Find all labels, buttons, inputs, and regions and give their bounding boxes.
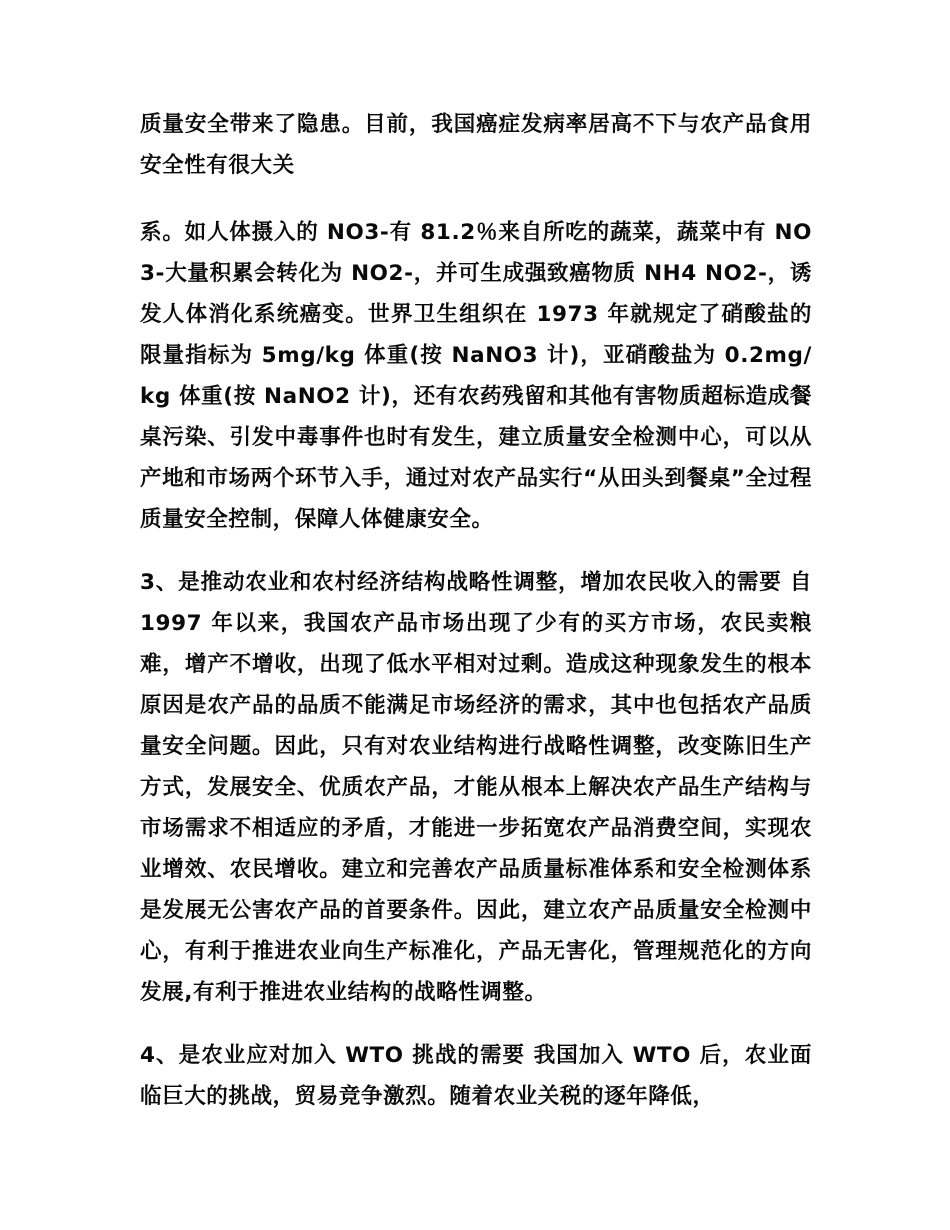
paragraph-item-3: 3、是推动农业和农村经济结构战略性调整，增加农民收入的需要 自 1997 年以来，我国农产品市场出现了少有的买方市场，农民卖粮难，增产不增收，出现了低水平相对过剩。造成这种现象发生的根本原因是农产品的品质不能满足市场经济的需求，其中也包括农产品质量安全问题。因此，只有对农业结构进行战略性调整，改变陈旧生产方式，发展安全、优质农产品，才能从根本上解决农产品生产结构与市场需求不相适应的矛盾，才能进一步拓宽农产品消费空间，实现农业增效、农民增收。建立和完善农产品质量标准体系和安全检测体系是发展无公害农产品的首要条件。因此，建立农产品质量安全检测中心，有利于推进农业向生产标准化，产品无害化，管理规范化的方向发展,有利于推进农业结构的战略性调整。: [140, 570, 812, 1005]
document-body: [140, 104, 812, 1117]
paragraph-item-4: 4、是农业应对加入 WTO 挑战的需要 我国加入 WTO 后，农业面临巨大的挑战，贸易竞争激烈。随着农业关税的逐年降低，: [140, 1043, 812, 1109]
paragraph-nitrate-safety: 系。如人体摄入的 NO3-有 81.2％来自所吃的蔬菜，蔬菜中有 NO3-大量积累会转化为 NO2-，并可生成强致癌物质 NH4 NO2-，诱发人体消化系统癌变。世界卫生组织在 1973 年就规定了硝酸盐的限量指标为 5mg/kg 体重(按 NaNO3 计)，亚硝酸盐为 0.2mg/kg 体重(按 NaNO2 计)，还有农药残留和其他有害物质超标造成餐桌污染、引发中毒事件也时有发生，建立质量安全检测中心，可以从产地和市场两个环节入手，通过对农产品实行“从田头到餐桌”全过程质量安全控制，保障人体健康安全。: [140, 220, 812, 532]
paragraph-continuation: 质量安全带来了隐患。目前，我国癌症发病率居高不下与农产品食用安全性有很大关: [140, 112, 812, 178]
